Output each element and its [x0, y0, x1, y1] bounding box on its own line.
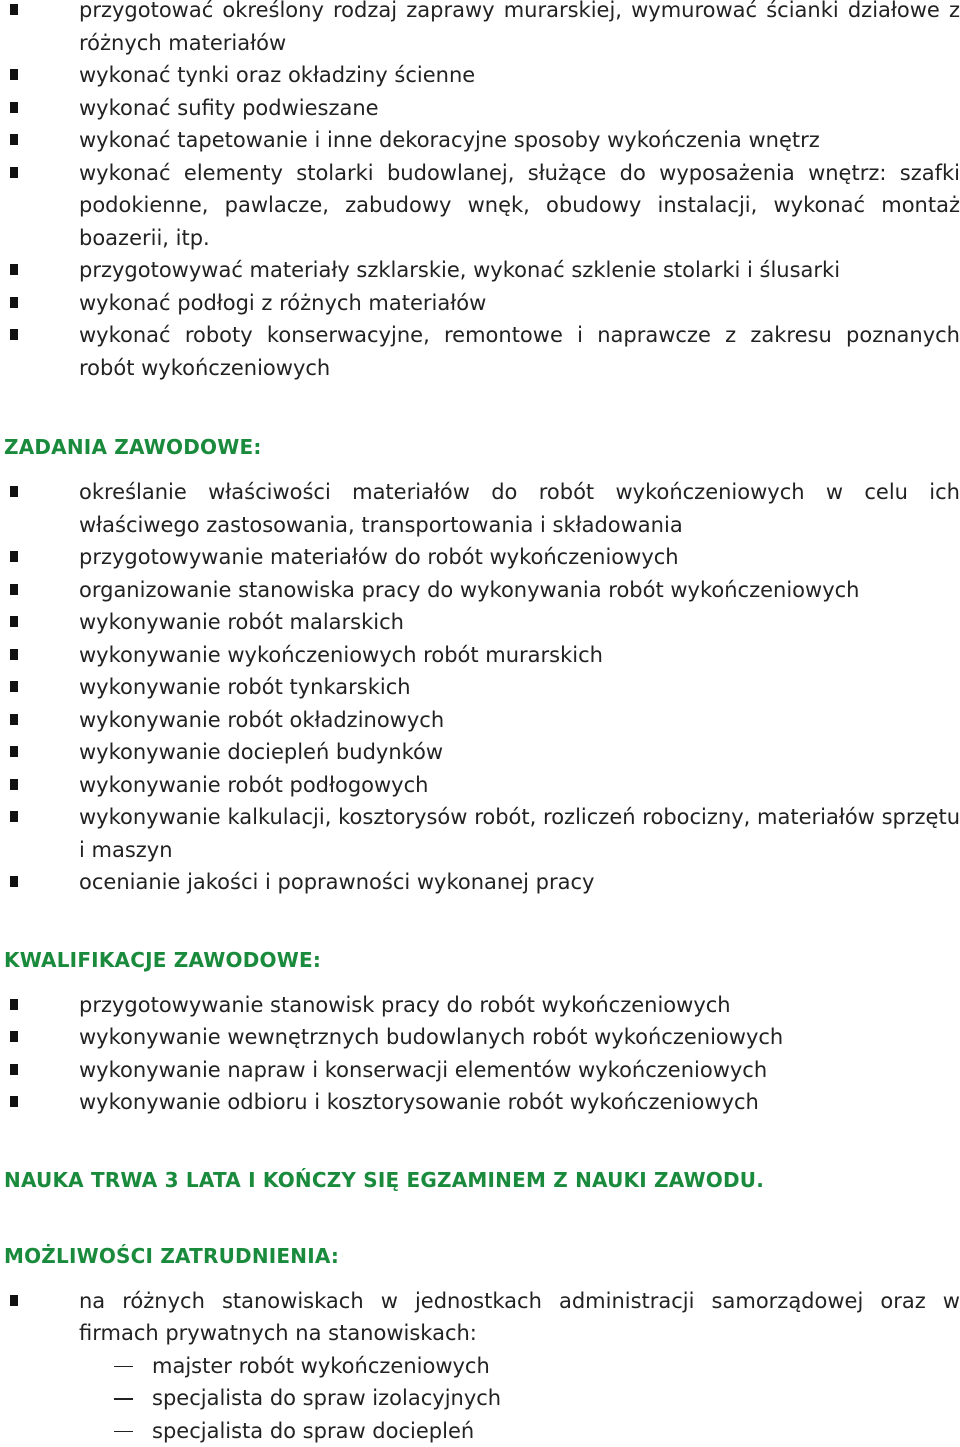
tasks-list [0, 476, 960, 899]
list-item: majster robót wykończeniowych [0, 1350, 960, 1383]
square-bullet-icon [10, 999, 18, 1010]
employment-heading: MOŻLIWOŚCI ZATRUDNIENIA: [0, 1240, 960, 1272]
square-bullet-icon [10, 876, 18, 887]
dash-bullet-icon [114, 1366, 133, 1368]
employment-list [0, 1285, 960, 1350]
positions-list [0, 1350, 960, 1447]
square-bullet-icon [10, 779, 18, 790]
square-bullet-icon [10, 1031, 18, 1042]
list-item: przygotowywanie stanowisk pracy do robót wykończeniowych [0, 989, 960, 1022]
list-item: ocenianie jakości i poprawności wykonanej pracy [0, 866, 960, 899]
list-item: wykonywanie napraw i konserwacji elementów wykończeniowych [0, 1054, 960, 1087]
square-bullet-icon [10, 649, 18, 660]
dash-bullet-icon [114, 1398, 133, 1400]
list-item: wykonywanie robót malarskich [0, 606, 960, 639]
square-bullet-icon [10, 4, 18, 15]
qualifications-heading: KWALIFIKACJE ZAWODOWE: [0, 944, 960, 976]
list-item: wykonać sufity podwieszane [0, 92, 960, 125]
list-item: wykonywanie wykończeniowych robót murarskich [0, 639, 960, 672]
list-item: określanie właściwości materiałów do robót wykończeniowych w celu ich właściwego zastosowania, transportowania i składowania [0, 476, 960, 541]
square-bullet-icon [10, 297, 18, 308]
square-bullet-icon [10, 69, 18, 80]
list-item: wykonywanie kalkulacji, kosztorysów robót, rozliczeń robocizny, materiałów sprzętu i maszyn [0, 801, 960, 866]
list-item: na różnych stanowiskach w jednostkach administracji samorządowej oraz w firmach prywatnych na stanowiskach: [0, 1285, 960, 1350]
list-item: przygotowywanie materiałów do robót wykończeniowych [0, 541, 960, 574]
list-item: wykonać elementy stolarki budowlanej, służące do wyposażenia wnętrz: szafki podokienne, pawlacze, zabudowy wnęk, obudowy instalacji, wykonać montaż boazerii, itp. [0, 157, 960, 255]
square-bullet-icon [10, 714, 18, 725]
square-bullet-icon [10, 167, 18, 178]
list-item: wykonywanie robót tynkarskich [0, 671, 960, 704]
list-item: specjalista do spraw dociepleń [0, 1415, 960, 1447]
square-bullet-icon [10, 1295, 18, 1306]
square-bullet-icon [10, 1064, 18, 1075]
square-bullet-icon [10, 616, 18, 627]
list-item: przygotować określony rodzaj zaprawy murarskiej, wymurować ścianki działowe z różnych materiałów [0, 0, 960, 59]
list-item: wykonywanie robót okładzinowych [0, 704, 960, 737]
tasks-heading: ZADANIA ZAWODOWE: [0, 431, 960, 463]
square-bullet-icon [10, 486, 18, 497]
square-bullet-icon [10, 584, 18, 595]
skills-list [0, 0, 960, 384]
square-bullet-icon [10, 811, 18, 822]
square-bullet-icon [10, 329, 18, 340]
list-item: specjalista do spraw izolacyjnych [0, 1382, 960, 1415]
duration-notice: NAUKA TRWA 3 LATA I KOŃCZY SIĘ EGZAMINEM Z NAUKI ZAWODU. [0, 1164, 960, 1196]
list-item: przygotowywać materiały szklarskie, wykonać szklenie stolarki i ślusarki [0, 254, 960, 287]
square-bullet-icon [10, 746, 18, 757]
dash-bullet-icon [114, 1431, 133, 1433]
square-bullet-icon [10, 551, 18, 562]
square-bullet-icon [10, 1096, 18, 1107]
list-item: wykonywanie dociepleń budynków [0, 736, 960, 769]
square-bullet-icon [10, 681, 18, 692]
square-bullet-icon [10, 102, 18, 113]
list-item: wykonać roboty konserwacyjne, remontowe i naprawcze z zakresu poznanych robót wykończeniowych [0, 319, 960, 384]
list-item: wykonać podłogi z różnych materiałów [0, 287, 960, 320]
square-bullet-icon [10, 264, 18, 275]
qualifications-list [0, 989, 960, 1119]
list-item: organizowanie stanowiska pracy do wykonywania robót wykończeniowych [0, 574, 960, 607]
list-item: wykonywanie odbioru i kosztorysowanie robót wykończeniowych [0, 1086, 960, 1119]
list-item: wykonać tynki oraz okładziny ścienne [0, 59, 960, 92]
list-item: wykonywanie wewnętrznych budowlanych robót wykończeniowych [0, 1021, 960, 1054]
square-bullet-icon [10, 134, 18, 145]
list-item: wykonywanie robót podłogowych [0, 769, 960, 802]
list-item: wykonać tapetowanie i inne dekoracyjne sposoby wykończenia wnętrz [0, 124, 960, 157]
